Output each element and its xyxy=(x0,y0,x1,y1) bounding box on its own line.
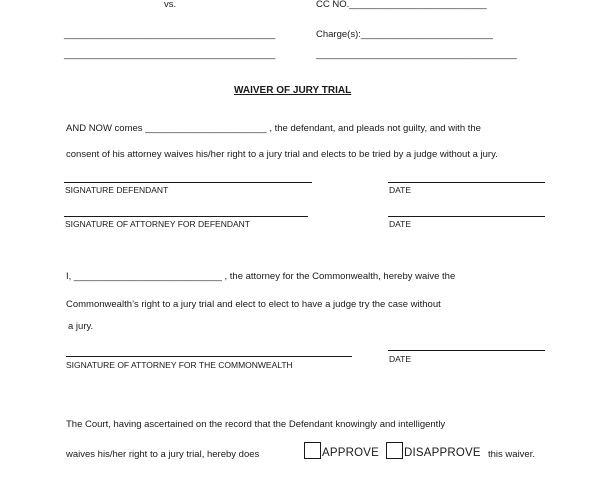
approve-label: APPROVE xyxy=(322,447,380,459)
attorney-defendant-date-label: DATE xyxy=(389,219,412,229)
commonwealth-signature-label: SIGNATURE OF ATTORNEY FOR THE COMMONWEALTH xyxy=(66,360,293,370)
commonwealth-signature-line[interactable] xyxy=(66,356,352,357)
cc-number-field[interactable]: CC NO.__________________________ xyxy=(316,0,487,10)
document-title: WAIVER OF JURY TRIAL xyxy=(234,85,352,96)
court-paragraph-line-2-suffix: this waiver. xyxy=(488,449,535,460)
commonwealth-paragraph-line-2: Commonwealth’s right to a jury trial and elect to elect to have a judge try the case without xyxy=(66,299,441,310)
disapprove-label: DISAPPROVE xyxy=(404,447,481,459)
disapprove-checkbox[interactable] xyxy=(386,442,403,459)
attorney-defendant-signature-line[interactable] xyxy=(64,216,308,217)
attorney-defendant-date-line[interactable] xyxy=(388,216,545,217)
vs-label: vs. xyxy=(164,0,177,10)
attorney-defendant-line-prefix: ____ xyxy=(64,207,83,217)
approve-checkbox[interactable] xyxy=(304,442,321,459)
defendant-signature-line[interactable] xyxy=(64,182,312,183)
commonwealth-date-label: DATE xyxy=(389,354,412,364)
defendant-paragraph-line-2: consent of his attorney waives his/her right to a jury trial and elects to be tried by a judge without a jury. xyxy=(66,149,498,160)
defendant-date-label: DATE xyxy=(389,185,412,195)
charges-line-2[interactable]: ______________________________________ xyxy=(316,49,517,60)
caption-party-line-2[interactable]: ________________________________________ xyxy=(64,49,276,60)
commonwealth-paragraph-line-1: I, ____________________________ , the attorney for the Commonwealth, hereby waive the xyxy=(66,271,456,282)
charges-field[interactable]: Charge(s):_________________________ xyxy=(316,29,493,40)
court-paragraph-line-1: The Court, having ascertained on the record that the Defendant knowingly and intelligently xyxy=(66,419,446,430)
commonwealth-paragraph-line-3: a jury. xyxy=(68,321,94,332)
attorney-defendant-signature-label: SIGNATURE OF ATTORNEY FOR DEFENDANT xyxy=(65,219,250,229)
defendant-paragraph-line-1: AND NOW comes _______________________ , the defendant, and pleads not guilty, and with the xyxy=(66,123,481,134)
commonwealth-date-line[interactable] xyxy=(388,350,545,351)
defendant-signature-label: SIGNATURE DEFENDANT xyxy=(65,185,169,195)
court-paragraph-line-2-prefix: waives his/her right to a jury trial, hereby does xyxy=(66,449,260,460)
defendant-date-line[interactable] xyxy=(388,182,545,183)
caption-party-line-1[interactable]: ________________________________________ xyxy=(64,29,276,40)
